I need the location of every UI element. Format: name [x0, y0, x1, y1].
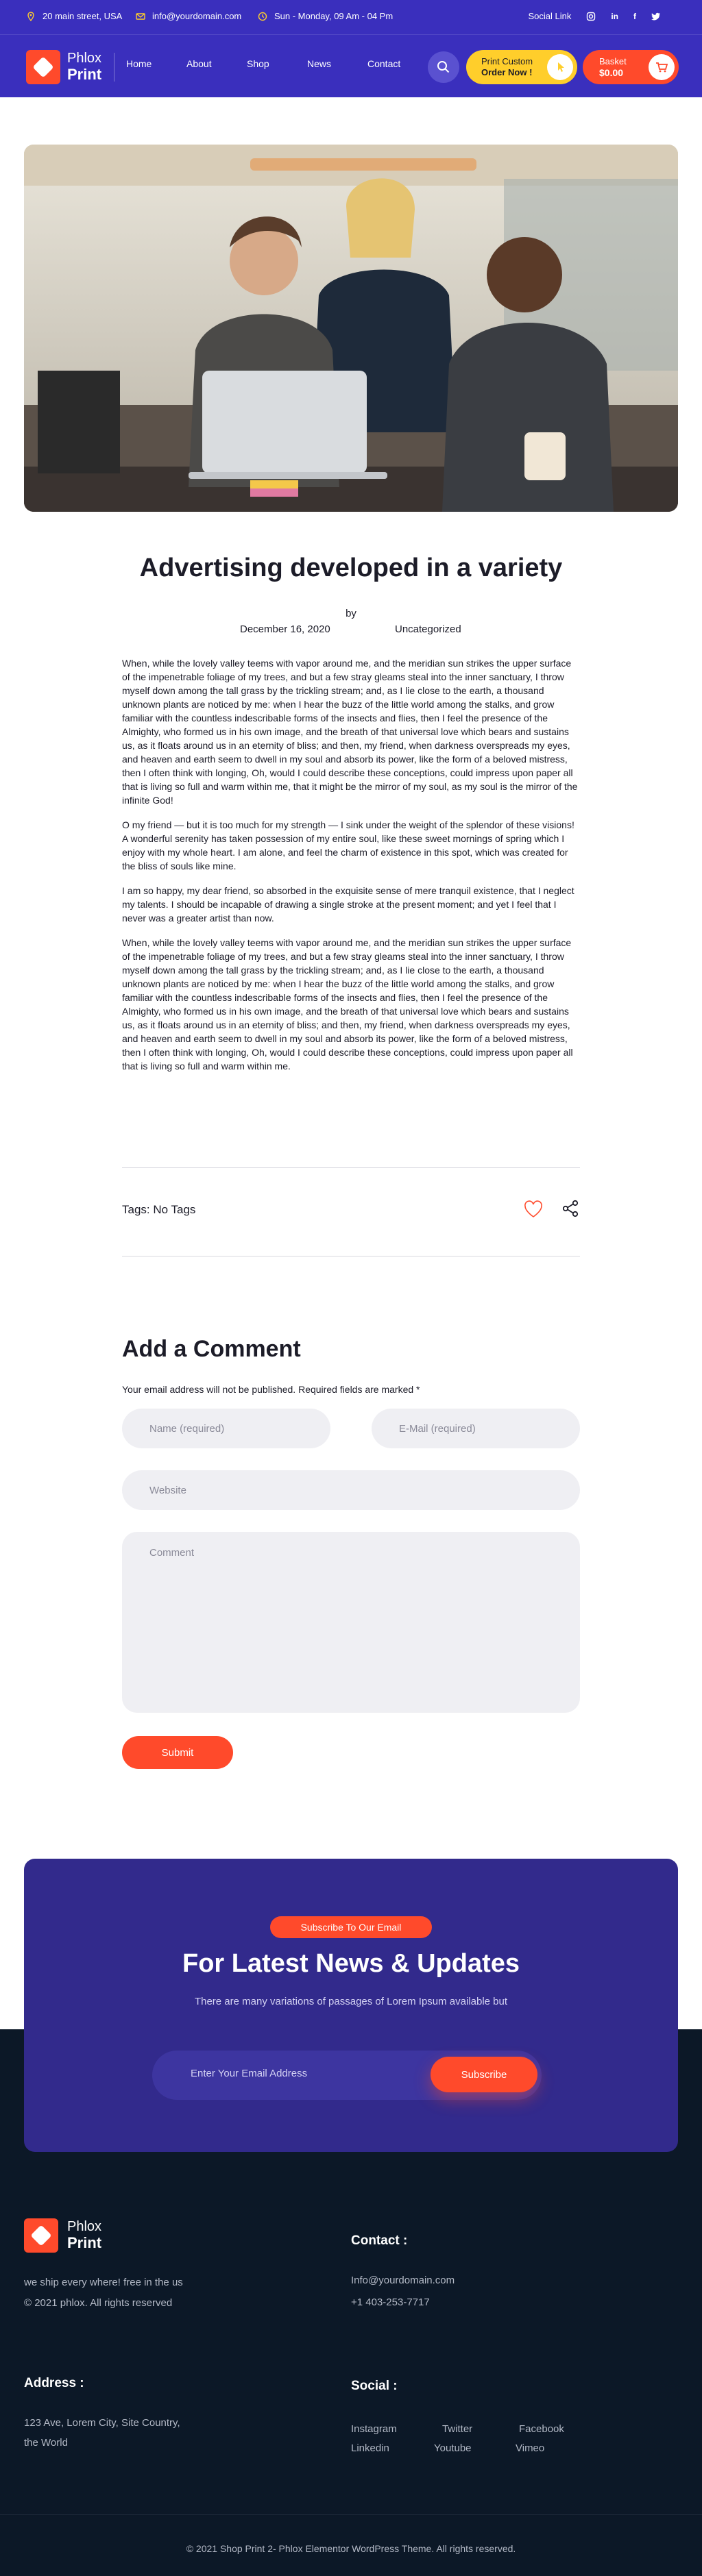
post-paragraph: I am so happy, my dear friend, so absorbed in the exquisite sense of mere tranquil existence, that I neglect my talents. I should be incapable of drawing a single stroke at the present moment; and yet I feel that I never was a greater artist than now.: [122, 885, 574, 924]
footer-logo-icon[interactable]: [24, 2218, 58, 2253]
basket-amount: $0.00: [599, 67, 624, 78]
basket-label: Basket: [599, 56, 627, 66]
comment-textarea[interactable]: Comment: [122, 1532, 580, 1713]
search-icon: [428, 51, 459, 83]
logo-line1: Phlox: [67, 51, 102, 66]
topbar-hours: [258, 11, 393, 21]
post-date[interactable]: December 16, 2020: [240, 623, 330, 635]
footer-logo-line1: Phlox: [67, 2219, 102, 2234]
social-link-label: Social Link: [528, 11, 572, 21]
post-paragraph: When, while the lovely valley teems with vapor around me, and the meridian sun strikes the upper surface of the impenetrable foliage of my trees, and but a few stray gleams steal into the inner sanctuary, I throw myself down among the tall grass by the trickling stream; and, as I lie close to the earth, a thousand unknown plants are noticed by me: when I hear the buzz of the little world among the stalks, and grow familiar with the countless indescribable forms of the insects and flies, then I feel the presence of the Almighty, who formed us in his own image, and the breath of that universal love which bears and sustains us, as it floats around us in an eternity of bliss; and then, my friend, when darkness overspreads my eyes, and heaven and earth seem to dwell in my soul and absorb its power, like the form of a beloved mistress, then I often think with longing, Oh, would I could describe these conceptions, could impress upon paper all that is living so full and warm within me, that it might be the mirror of my soul, as my soul is the mirror of the infinite God!: [122, 658, 578, 806]
hours-text: Sun - Monday, 09 Am - 04 Pm: [274, 11, 394, 21]
address-text: 20 main street, USA: [43, 11, 123, 21]
name-input[interactable]: Name (required): [122, 1409, 330, 1448]
nav-item-contact[interactable]: Contact: [367, 58, 401, 69]
clock-icon: [258, 12, 267, 21]
topbar-address: [26, 11, 122, 21]
logo-line2: Print: [67, 66, 102, 83]
order-circle: [547, 54, 573, 80]
post-title: Advertising developed in a variety: [139, 554, 563, 582]
post-paragraph: When, while the lovely valley teems with vapor around me, and the meridian sun strikes the upper surface of the impenetrable foliage of my trees, and but a few stray gleams steal into the inner sanctuary, I throw myself down among the tall grass by the trickling stream; and, as I lie close to the earth, a thousand unknown plants are noticed by me: when I hear the buzz of the little world among the stalks, and grow familiar with the countless indescribable forms of the insects and flies, then I feel the presence of the Almighty, who formed us in his own image, and the breath of that universal love which bears and sustains us, as it floats around us in an eternity of bliss; and then, my friend, when darkness overspreads my eyes, and heaven and earth seem to dwell in my soul and absorb its power, like the form of a beloved mistress, then I often think with longing, Oh, would I could describe these conceptions, could impress upon paper all that is living so full and warm within me.: [122, 937, 573, 1072]
topbar-email[interactable]: [136, 11, 241, 21]
contact-heading: Contact :: [351, 2233, 408, 2248]
website-input[interactable]: Website: [122, 1470, 580, 1510]
footer-copyright: © 2021 Shop Print 2- Phlox Elementor WordPress Theme. All rights reserved.: [186, 2543, 516, 2554]
post-tags: [122, 1203, 195, 1217]
linkedin-icon[interactable]: in: [611, 11, 618, 21]
address-line2: the World: [24, 2437, 68, 2449]
nav-item-shop[interactable]: Shop: [247, 58, 269, 69]
footer-logo-line2: Print: [67, 2234, 102, 2251]
order-line2: Order Now !: [481, 67, 533, 77]
nav-item-home[interactable]: Home: [126, 58, 152, 69]
mail-icon: [136, 12, 145, 21]
footer-divider: [0, 2514, 702, 2515]
post-paragraph: O my friend — but it is too much for my strength — I sink under the weight of the splendor of these visions! A wonderful serenity has taken possession of my entire soul, like these sweet mornings of spring which I enjoy with my whole heart. I am alone, and feel the charm of existence in this spot, which was created for the bliss of souls like mine.: [122, 819, 574, 871]
newsletter-title: For Latest News & Updates: [182, 1949, 520, 1978]
location-pin-icon: [26, 12, 36, 21]
search-button[interactable]: [428, 51, 459, 83]
tags-label: Tags:: [122, 1203, 150, 1216]
logo[interactable]: [67, 50, 101, 83]
heart-icon[interactable]: [524, 1200, 543, 1218]
social-link-twitter[interactable]: Twitter: [442, 2423, 473, 2435]
footer-rights: © 2021 phlox. All rights reserved: [24, 2297, 173, 2309]
post-featured-image: [24, 145, 678, 512]
cart-icon: [649, 54, 675, 80]
social-heading: Social :: [351, 2379, 398, 2393]
nav-menu: [126, 58, 428, 69]
office-team-photo: [24, 145, 678, 512]
cursor-hand-icon: [547, 54, 573, 80]
order-now-button[interactable]: [466, 50, 577, 84]
social-link-facebook[interactable]: Facebook: [519, 2423, 564, 2435]
main-navbar: [0, 34, 702, 97]
facebook-icon[interactable]: f: [633, 11, 636, 21]
email-text: info@yourdomain.com: [152, 11, 242, 21]
nav-item-about[interactable]: About: [186, 58, 212, 69]
post-author-by: by: [346, 608, 356, 619]
logo-icon[interactable]: [26, 50, 60, 84]
address-heading: Address :: [24, 2376, 84, 2390]
social-link-vimeo[interactable]: Vimeo: [516, 2442, 545, 2454]
subscribe-button[interactable]: Subscribe: [431, 2057, 537, 2092]
twitter-icon[interactable]: [651, 12, 661, 21]
instagram-icon[interactable]: [586, 12, 596, 21]
footer-logo[interactable]: [67, 2218, 101, 2251]
newsletter-badge: Subscribe To Our Email: [270, 1916, 432, 1938]
contact-phone[interactable]: +1 403-253-7717: [351, 2296, 430, 2308]
post-category[interactable]: Uncategorized: [395, 623, 461, 635]
newsletter-email-input[interactable]: Enter Your Email Address: [191, 2068, 308, 2079]
share-icon[interactable]: [561, 1199, 580, 1218]
comment-note: Your email address will not be published. Required fields are marked *: [122, 1384, 420, 1395]
submit-button[interactable]: Submit: [122, 1736, 233, 1769]
newsletter-subtitle: There are many variations of passages of Lorem Ipsum available but: [194, 1996, 508, 2007]
divider: [122, 1167, 580, 1168]
nav-item-news[interactable]: News: [307, 58, 332, 69]
social-link-linkedin[interactable]: Linkedin: [351, 2442, 389, 2454]
comment-title: Add a Comment: [122, 1336, 301, 1362]
post-content: [122, 656, 580, 1084]
topbar-social: [528, 11, 661, 21]
email-input[interactable]: E-Mail (required): [372, 1409, 580, 1448]
basket-button[interactable]: [583, 50, 679, 84]
tags-value: No Tags: [153, 1203, 196, 1216]
top-bar: [0, 0, 702, 34]
footer-ship-text: we ship every where! free in the us: [24, 2277, 183, 2288]
social-link-youtube[interactable]: Youtube: [434, 2442, 472, 2454]
basket-circle: [649, 54, 675, 80]
social-link-instagram[interactable]: Instagram: [351, 2423, 397, 2435]
address-line1: 123 Ave, Lorem City, Site Country,: [24, 2417, 180, 2429]
order-line1: Print Custom: [481, 56, 533, 66]
contact-email[interactable]: Info@yourdomain.com: [351, 2275, 455, 2286]
